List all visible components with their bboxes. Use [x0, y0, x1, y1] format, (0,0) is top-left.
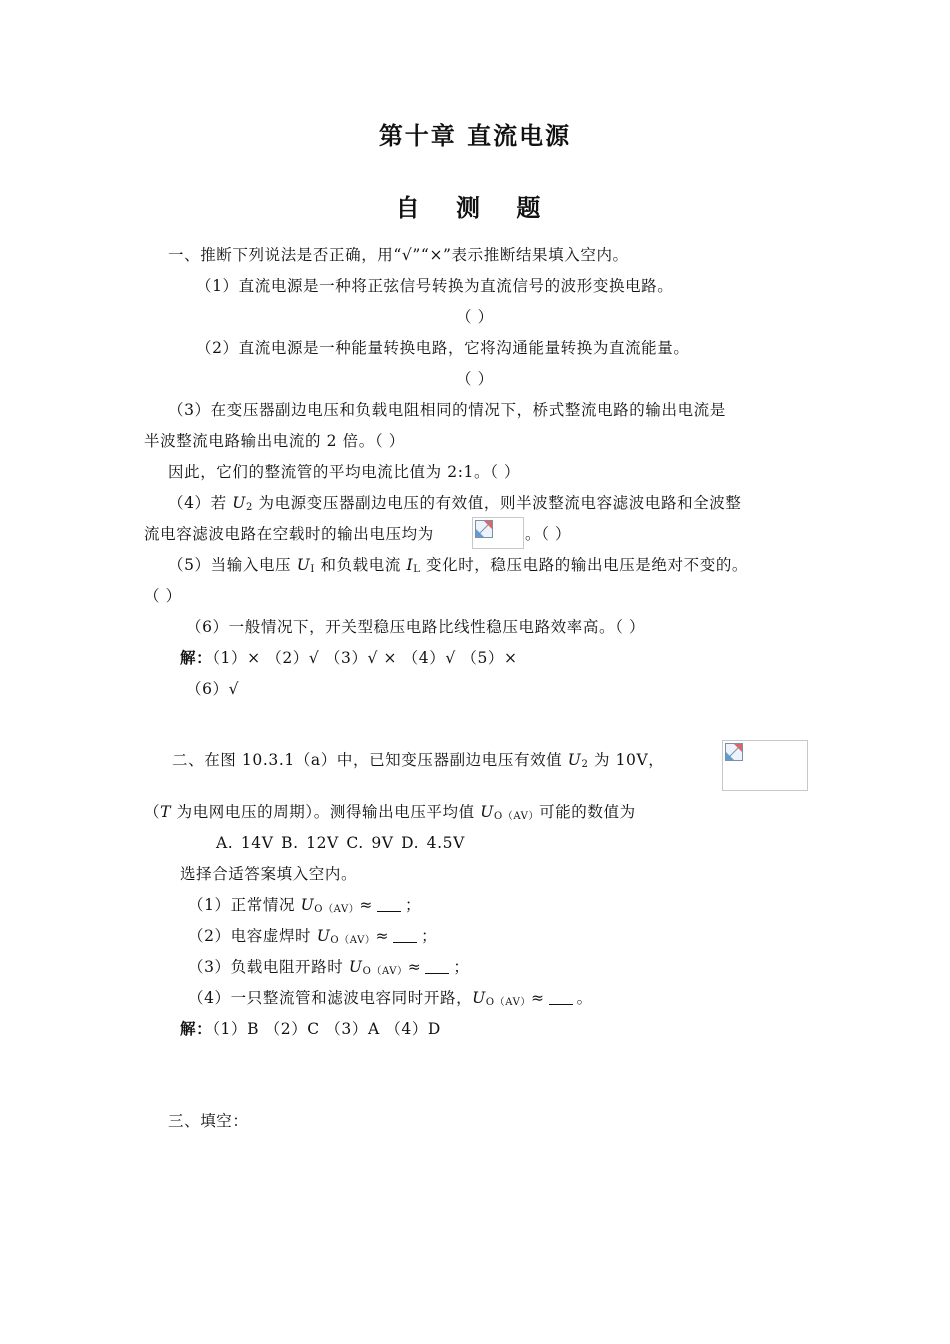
q1-s4-prefix: （4）若	[168, 494, 233, 512]
approx-sign: ≈	[407, 958, 422, 976]
var-uoav-sub: O（AV）	[493, 811, 540, 822]
approx-sign: ≈	[359, 896, 374, 914]
answer-blank[interactable]	[377, 897, 401, 912]
var-t: T	[160, 803, 172, 821]
q2-answer	[180, 1018, 441, 1040]
q2-line-2	[144, 801, 636, 823]
var-uoav: U	[480, 803, 494, 821]
q2-choose: 选择合适答案填入空内。	[180, 865, 358, 883]
q2-l2-text: 为电网电压的周期）。测得输出电压平均值	[171, 803, 481, 821]
answer-label: 解：	[180, 1020, 213, 1038]
var-uoav: U	[316, 927, 331, 945]
answer-blank[interactable]	[425, 959, 449, 974]
q1-intro: 一、推断下列说法是否正确，用“√”“×”表示推断结果填入空内。	[168, 246, 629, 264]
q2-item-3-text: （3）负载电阻开路时	[188, 958, 349, 976]
var-uoav-sub: O（AV）	[362, 966, 408, 977]
q1-statement-2: （2）直流电源是一种能量转换电路，它将沟通能量转换为直流能量。	[196, 339, 690, 357]
q2-item-2	[188, 925, 437, 947]
q2-intro-text: 二、在图 10.3.1（a）中，已知变压器副边电压有效值	[172, 751, 568, 769]
q3-intro: 三、填空：	[168, 1112, 249, 1130]
q1-statement-3a: （3）在变压器副边电压和负载电阻相同的情况下，桥式整流电路的输出电流是	[168, 401, 726, 419]
q2-intro-tail: 为 10V，	[588, 751, 665, 769]
formula-image-placeholder	[722, 740, 808, 791]
q2-answer-text: （1）B （2）C （3）A （4）D	[212, 1020, 441, 1038]
var-u2: U	[232, 494, 246, 512]
var-uoav: U	[472, 989, 486, 1007]
var-ui: U	[296, 556, 311, 574]
approx-sign: ≈	[375, 927, 390, 945]
q1-statement-4a	[168, 492, 741, 514]
var-u2-sub: 2	[245, 502, 253, 513]
section-title: 自 测 题	[395, 194, 555, 222]
q1-statement-3b: 半波整流电路输出电流的 2 倍。（ ）	[144, 432, 405, 450]
var-il-sub: L	[413, 564, 421, 575]
q1-s5-mid: 和负载电流	[314, 556, 407, 574]
var-uoav-sub: O（AV）	[485, 997, 531, 1008]
var-uoav-sub: O（AV）	[330, 935, 376, 946]
answer-label: 解：	[180, 649, 213, 667]
q1-answer-line-1: （1）× （2）√ （3）√ × （4）√ （5）×	[212, 649, 518, 667]
q1-statement-5	[168, 554, 748, 576]
answer-blank[interactable]	[549, 990, 573, 1005]
var-uoav: U	[348, 958, 363, 976]
q1-paren-1: （ ）	[456, 308, 494, 326]
q1-paren-2: （ ）	[456, 370, 494, 388]
var-il: I	[406, 556, 414, 574]
q2-item-4	[188, 987, 593, 1009]
q1-statement-1: （1）直流电源是一种将正弦信号转换为直流信号的波形变换电路。	[196, 277, 674, 295]
q2-options: A. 14V B. 12V C. 9V D. 4.5V	[216, 834, 465, 852]
q1-s5-paren: （ ）	[144, 587, 182, 605]
formula-image-placeholder	[472, 517, 524, 549]
var-u2-sub: 2	[581, 759, 589, 770]
q2-intro	[172, 749, 664, 771]
var-ui-sub: I	[310, 564, 315, 575]
var-uoav: U	[300, 896, 315, 914]
chapter-title: 第十章 直流电源	[378, 122, 572, 150]
q1-statement-3c: 因此，它们的整流管的平均电流比值为 2:1。（ ）	[168, 463, 521, 481]
q1-statement-4b	[144, 523, 434, 545]
q1-s4b-text: 流电容滤波电路在空载时的输出电压均为	[144, 525, 434, 543]
q1-s5-text: 变化时，稳压电路的输出电压是绝对不变的。	[420, 556, 749, 574]
approx-sign: ≈	[531, 989, 545, 1007]
broken-image-icon	[725, 743, 743, 761]
period: 。	[576, 989, 593, 1007]
q1-answer-line-2: （6）√	[186, 680, 240, 698]
var-uoav-sub: O（AV）	[314, 904, 360, 915]
q1-s4-paren: 。（ ）	[525, 525, 572, 543]
q2-item-1	[188, 894, 421, 916]
q1-answer	[180, 647, 518, 669]
semicolon: ；	[421, 927, 438, 945]
var-u2: U	[567, 751, 582, 769]
q2-item-4-text: （4）一只整流管和滤波电容同时开路，	[188, 989, 473, 1007]
q2-item-1-text: （1）正常情况	[188, 896, 301, 914]
answer-blank[interactable]	[393, 928, 417, 943]
q1-s4-text: 为电源变压器副边电压的有效值，则半波整流电容滤波电路和全波整	[252, 494, 742, 512]
broken-image-icon	[475, 520, 493, 538]
semicolon: ；	[405, 896, 422, 914]
semicolon: ；	[453, 958, 470, 976]
q2-item-3	[188, 956, 469, 978]
q2-l2-open: （	[144, 803, 161, 821]
q2-l2-tail: 可能的数值为	[539, 803, 636, 821]
q2-item-2-text: （2）电容虚焊时	[188, 927, 317, 945]
q1-statement-6: （6）一般情况下，开关型稳压电路比线性稳压电路效率高。（ ）	[186, 618, 646, 636]
q1-s5-prefix: （5）当输入电压	[168, 556, 297, 574]
